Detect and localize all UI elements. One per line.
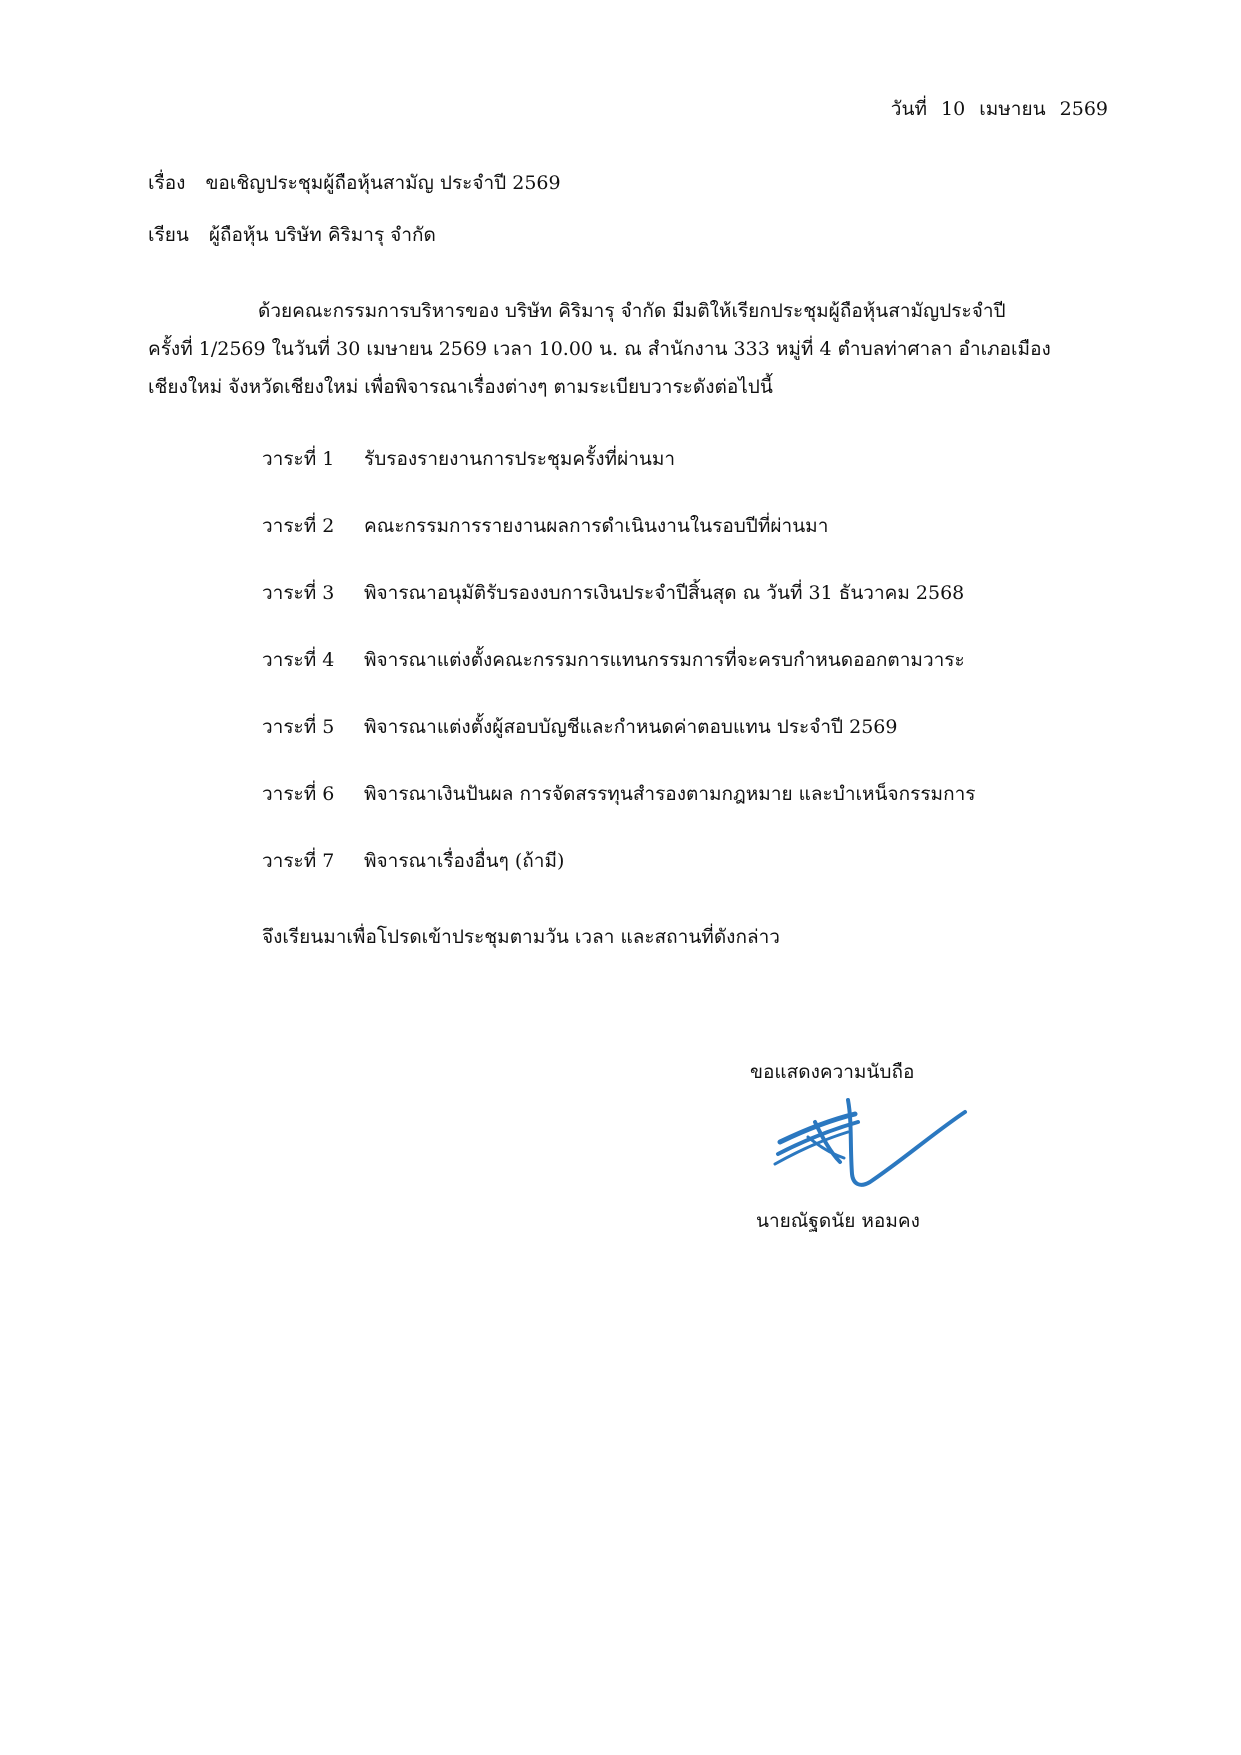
date-year: 2569	[1059, 98, 1108, 120]
body-line: ครั้งที่ 1/2569 ในวันที่ 30 เมษายน 2569 เวลา 10.00 น. ณ สำนักงาน 333 หมู่ที่ 4 ตำบลท่าศาลา อำเภอเมือง	[148, 338, 1051, 360]
subject-text: ขอเชิญประชุมผู้ถือหุ้นสามัญ ประจำปี 2569	[205, 172, 561, 194]
agenda-text: พิจารณาเงินปันผล การจัดสรรทุนสำรองตามกฎหมาย และบำเหน็จกรรมการ	[364, 783, 976, 805]
signer-name: นายณัฐดนัย หอมคง	[756, 1210, 920, 1232]
subject-label: เรื่อง	[148, 172, 186, 194]
agenda-item	[262, 444, 975, 511]
agenda-number: วาระที่ 2	[262, 515, 335, 537]
signature-image	[760, 1092, 980, 1202]
agenda-number: วาระที่ 6	[262, 783, 335, 805]
document-date	[891, 100, 1108, 119]
agenda-number: วาระที่ 3	[262, 582, 335, 604]
agenda-list	[262, 444, 975, 913]
agenda-text: คณะกรรมการรายงานผลการดำเนินงานในรอบปีที่ผ่านมา	[364, 515, 829, 537]
agenda-item	[262, 779, 975, 846]
agenda-text: พิจารณาเรื่องอื่นๆ (ถ้ามี)	[364, 850, 565, 872]
subject-line	[148, 174, 561, 193]
agenda-text: พิจารณาแต่งตั้งคณะกรรมการแทนกรรมการที่จะครบกำหนดออกตามวาระ	[364, 649, 965, 671]
agenda-text: รับรองรายงานการประชุมครั้งที่ผ่านมา	[364, 448, 676, 470]
agenda-number: วาระที่ 4	[262, 649, 335, 671]
agenda-text: พิจารณาแต่งตั้งผู้สอบบัญชีและกำหนดค่าตอบแทน ประจำปี 2569	[364, 716, 898, 738]
body-paragraph	[148, 292, 1108, 406]
date-day: 10	[941, 98, 966, 120]
recipient-label: เรียน	[148, 224, 189, 246]
regards-text: ขอแสดงความนับถือ	[750, 1061, 915, 1083]
agenda-item	[262, 846, 975, 913]
agenda-text: พิจารณาอนุมัติรับรองงบการเงินประจำปีสิ้นสุด ณ วันที่ 31 ธันวาคม 2568	[364, 582, 965, 604]
agenda-number: วาระที่ 5	[262, 716, 335, 738]
date-month: เมษายน	[979, 98, 1046, 120]
agenda-item	[262, 511, 975, 578]
closing-text: จึงเรียนมาเพื่อโปรดเข้าประชุมตามวัน เวลา และสถานที่ดังกล่าว	[262, 926, 780, 948]
agenda-number: วาระที่ 7	[262, 850, 335, 872]
agenda-item	[262, 645, 975, 712]
body-line: ด้วยคณะกรรมการบริหารของ บริษัท คิริมารุ จำกัด มีมติให้เรียกประชุมผู้ถือหุ้นสามัญประจำปี	[258, 300, 1006, 322]
agenda-item	[262, 578, 975, 645]
date-prefix: วันที่	[890, 98, 927, 120]
recipient-line	[148, 226, 436, 245]
agenda-number: วาระที่ 1	[262, 448, 335, 470]
body-line: เชียงใหม่ จังหวัดเชียงใหม่ เพื่อพิจารณาเรื่องต่างๆ ตามระเบียบวาระดังต่อไปนี้	[148, 376, 773, 398]
recipient-text: ผู้ถือหุ้น บริษัท คิริมารุ จำกัด	[208, 224, 436, 246]
agenda-item	[262, 712, 975, 779]
